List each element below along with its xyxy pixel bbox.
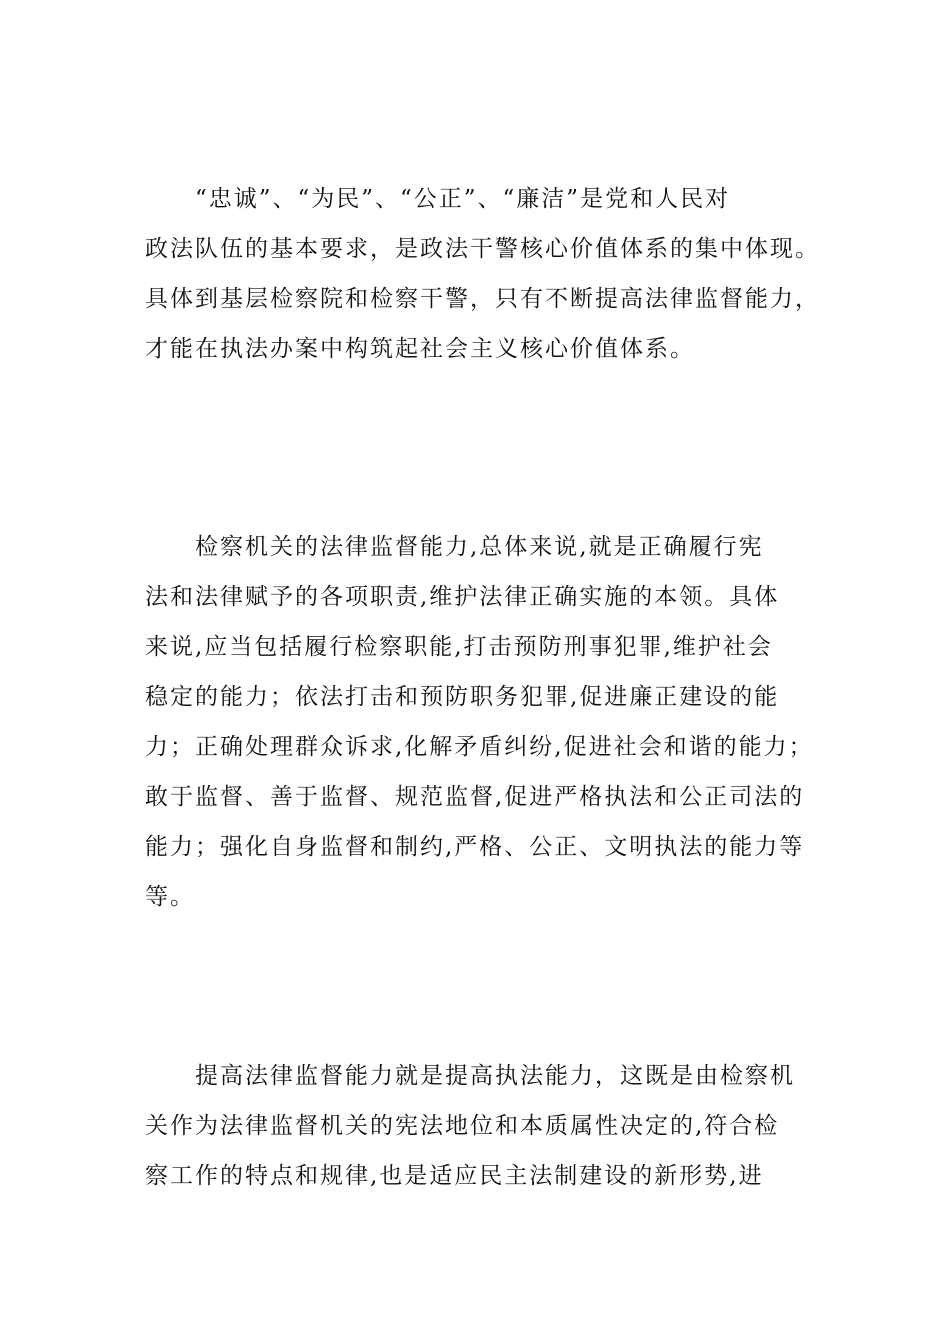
text-line: 检察机关的法律监督能力,总体来说,就是正确履行宪 (145, 534, 764, 560)
paragraph-2 (145, 522, 825, 922)
text-line: 关作为法律监督机关的宪法地位和本质属性决定的,符合检 (145, 1113, 780, 1139)
text-line: 提高法律监督能力就是提高执法能力，这既是由检察机 (145, 1063, 795, 1089)
text-line: 法和法律赋予的各项职责,维护法律正确实施的本领。具体 (145, 584, 780, 610)
text-line: 具体到基层检察院和检察干警，只有不断提高法律监督能力， (145, 286, 820, 312)
text-line: 能力；强化自身监督和制约,严格、公正、文明执法的能力等 (145, 834, 805, 860)
text-line: 察工作的特点和规律,也是适应民主法制建设的新形势,进 (145, 1163, 764, 1189)
text-line: 才能在执法办案中构筑起社会主义核心价值体系。 (145, 336, 695, 362)
text-line: 来说,应当包括履行检察职能,打击预防刑事犯罪,维护社会 (145, 634, 773, 660)
text-line: 敢于监督、善于监督、规范监督,促进严格执法和公正司法的 (145, 784, 805, 810)
paragraph-3 (145, 1051, 825, 1201)
paragraph-1 (145, 174, 825, 374)
text-line: 力；正确处理群众诉求,化解矛盾纠纷,促进社会和谐的能力； (145, 734, 814, 760)
text-line: 等。 (145, 884, 195, 910)
text-line: 政法队伍的基本要求，是政法干警核心价值体系的集中体现。 (145, 236, 820, 262)
text-line: 稳定的能力；依法打击和预防职务犯罪,促进廉正建设的能 (145, 684, 780, 710)
text-line: “忠诚”、“为民”、“公正”、“廉洁”是党和人民对 (145, 186, 731, 212)
